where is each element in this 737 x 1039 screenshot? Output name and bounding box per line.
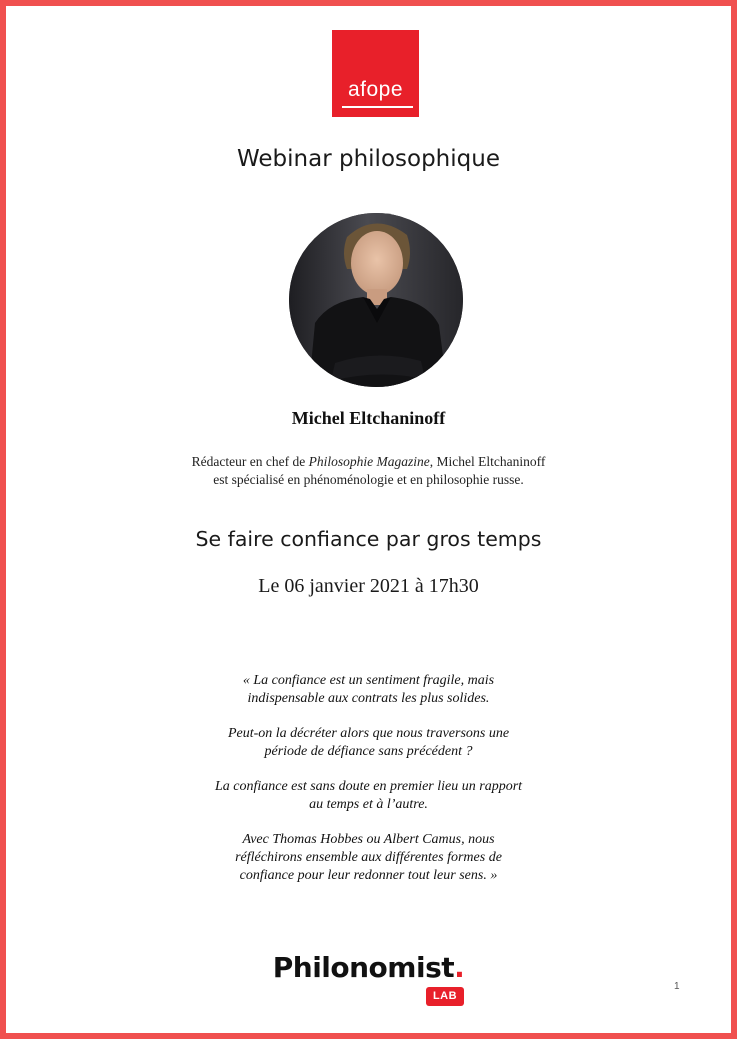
- webinar-title: Webinar philosophique: [237, 146, 500, 172]
- quote-paragraph: La confiance est sans doute en premier lieu un rapport au temps et à l’autre.: [214, 779, 523, 812]
- speaker-bio: [6, 453, 731, 489]
- bio-magazine: Philosophie Magazine: [308, 454, 430, 469]
- talk-title: Se faire confiance par gros temps: [195, 527, 542, 551]
- page-number: 1: [674, 981, 680, 992]
- speaker-portrait: [289, 213, 463, 387]
- quote-paragraph: « La confiance est un sentiment fragile, mais indispensable aux contrats les plus solides.: [242, 673, 495, 706]
- bio-line-1: [6, 453, 731, 471]
- lab-badge: LAB: [426, 987, 464, 1006]
- speaker-name: Michel Eltchaninoff: [291, 408, 446, 428]
- afope-logo-text: afope: [347, 78, 404, 101]
- afope-logo: [332, 30, 419, 117]
- bio-prefix: Rédacteur en chef de: [191, 454, 309, 469]
- quote-paragraph: Peut-on la décréter alors que nous traversons une période de défiance sans précédent ?: [227, 726, 510, 759]
- afope-logo-underline: [342, 106, 413, 108]
- bio-suffix: , Michel Eltchaninoff: [429, 454, 546, 469]
- talk-date: Le 06 janvier 2021 à 17h30: [258, 575, 479, 597]
- event-description-quote: [6, 672, 731, 902]
- philonomist-logo-dot: .: [454, 951, 465, 984]
- quote-paragraph: Avec Thomas Hobbes ou Albert Camus, nous réfléchirons ensemble aux différentes formes de confiance pour leur redonner tout leur sens. »: [235, 832, 502, 883]
- bio-line-2: est spécialisé en phénoménologie et en philosophie russe.: [213, 472, 524, 487]
- philonomist-logo-text: Philonomist: [272, 951, 455, 984]
- portrait-photo-icon: [289, 213, 463, 387]
- philonomist-logo: [6, 951, 731, 984]
